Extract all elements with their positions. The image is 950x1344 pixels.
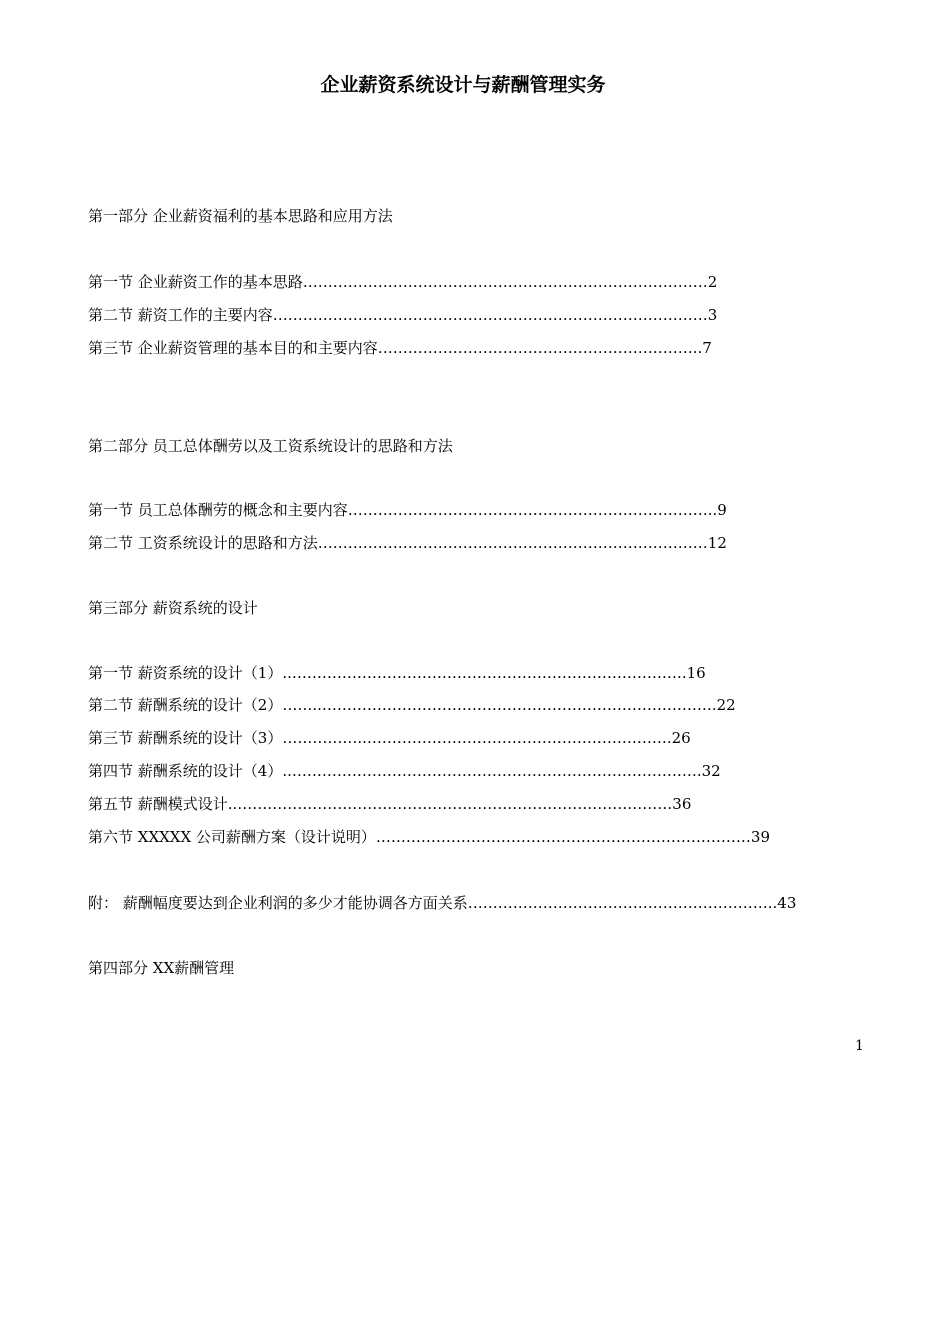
toc-entry-1-3: 第三节 企业薪资管理的基本目的和主要内容………………………………………………………..7	[88, 339, 712, 357]
toc-entry-3-3: 第三节 薪酬系统的设计（3）……………..…………………………………………………….26	[88, 729, 691, 747]
toc-entry-3-4: 第四节 薪酬系统的设计（4）..……………………………………………………………………….32	[88, 762, 721, 780]
toc-entry-2-1: 第一节 员工总体酬劳的概念和主要内容………………………………………………………………..9	[88, 501, 727, 519]
toc-entry-3-5: 第五节 薪酬模式设计..……………………………………………………………………………36	[88, 795, 692, 813]
toc-entry-3-2: 第二节 薪酬系统的设计（2）……..…………………………………………………………………….22	[88, 696, 736, 714]
toc-part-1: 第一部分 企业薪资福利的基本思路和应用方法	[88, 207, 393, 225]
page-number: 1	[855, 1038, 864, 1054]
toc-part-2: 第二部分 员工总体酬劳以及工资系统设计的思路和方法	[88, 437, 453, 455]
toc-entry-2-2: 第二节 工资系统设计的思路和方法……………………………………………………………………12	[88, 534, 727, 552]
toc-entry-1-2: 第二节 薪资工作的主要内容……………………………………………………………………………3	[88, 306, 718, 324]
toc-entry-1-1: 第一节 企业薪资工作的基本思路………………………………………………………………………2	[88, 273, 718, 291]
document-title: 企业薪资系统设计与薪酬管理实务	[320, 74, 606, 96]
toc-entry-3-6: 第六节 XXXXX 公司薪酬方案（设计说明）…………………………………………………………………39	[88, 828, 771, 846]
toc-appendix: 附： 薪酬幅度要达到企业利润的多少才能协调各方面关系……………………………………………………..43	[88, 894, 797, 912]
toc-part-4: 第四部分 XX薪酬管理	[88, 959, 235, 977]
toc-entry-3-1: 第一节 薪资系统的设计（1）..…………………………………………………………………….16	[88, 664, 706, 682]
toc-part-3: 第三部分 薪资系统的设计	[88, 599, 258, 617]
